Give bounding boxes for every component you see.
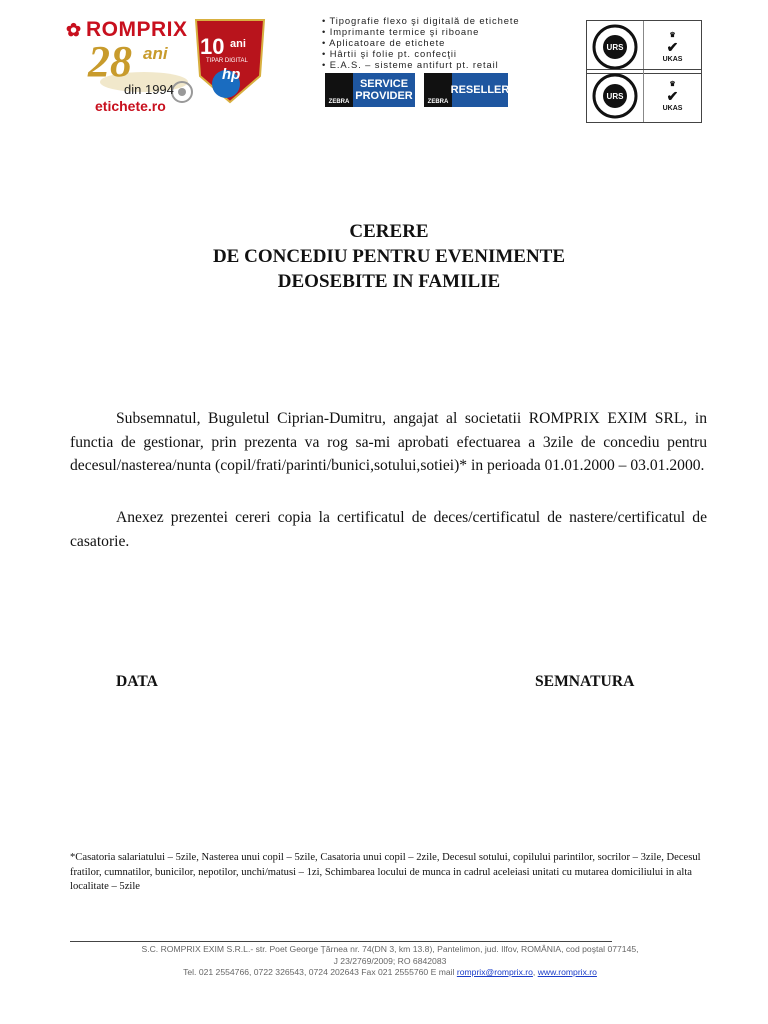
title-line: CERERE	[349, 221, 429, 242]
checkmark-icon: ✔	[666, 88, 679, 104]
urs-seal-icon	[587, 70, 644, 122]
iso-9001-certificate	[586, 20, 702, 74]
services-list	[322, 15, 519, 70]
iso-14001-certificate	[586, 69, 702, 123]
attachment-text: Anexez prezentei cereri copia la certificatul de deces/certificatul de nastere/certificatul de casatorie.	[70, 509, 707, 550]
logo-since: din 1994	[124, 82, 174, 97]
footer-registration: J 23/2769/2009; RO 6842083	[333, 955, 447, 966]
logo-swirl-icon: ✿	[66, 20, 82, 40]
title-line: DE CONCEDIU PENTRU EVENIMENTE	[212, 246, 566, 267]
date-label: DATA	[116, 673, 158, 690]
title-line: DEOSEBITE IN FAMILIE	[277, 271, 501, 292]
seal-text: URS	[606, 92, 624, 101]
badge-word: ani	[230, 38, 246, 50]
badge-subtitle: TIPAR DIGITAL	[206, 58, 248, 64]
badge-number: 10	[200, 34, 225, 59]
logo-website: etichete.ro	[95, 98, 166, 114]
service-item: • Hârtii şi folie pt. confecţii	[322, 48, 519, 59]
checkmark-icon: ✔	[666, 39, 679, 55]
signature-label: SEMNATURA	[535, 673, 635, 690]
badge-label	[353, 73, 415, 107]
request-paragraph	[70, 407, 707, 478]
urs-seal-icon	[587, 21, 644, 73]
email-link[interactable]: romprix@romprix.ro	[456, 967, 533, 977]
crown-icon: ♛	[669, 81, 676, 88]
footer-contact	[70, 967, 710, 979]
ukas-label: UKAS	[662, 56, 683, 63]
zebra-service-provider-badge	[325, 73, 415, 107]
zebra-logo-icon: ZEBRA	[424, 73, 452, 107]
footer-separator: ,	[532, 967, 538, 977]
service-item: • Tipografie flexo şi digitală de etichete	[322, 15, 519, 26]
logo-years-number: 28	[88, 37, 132, 86]
ukas-mark	[644, 70, 701, 122]
footer-phones: Tel. 021 2554766, 0722 326543, 0724 202643 Fax 021 2555760 E mail	[183, 967, 457, 977]
logo-years-word: ani	[143, 44, 168, 63]
footer-address: S.C. ROMPRIX EXIM S.R.L.- str. Poet George Ţărnea nr. 74(DN 3, km 13.8), Pantelimon, jud. Ilfov, ROMÂNIA, cod poştal 077145,	[141, 944, 639, 954]
badge-label-line: PROVIDER	[355, 90, 413, 102]
footnote: *Casatoria salariatului – 5zile, Nasterea unui copil – 5zile, Casatoria unui copil – 2zile, Decesul sotului, copilului parintilor, socrilor – 3zile, Decesul fratilor, cumnatilor, bunicilor, nepotilor, unchi/matusi – 1zi, Schimbarea locului de munca in cadrul aceleiasi unitati cu mutarea domiciliului in alta localitate – 5zile	[70, 852, 701, 892]
ukas-label: UKAS	[662, 105, 683, 112]
logo-brand: ROMPRIX	[86, 18, 188, 41]
service-item: • Aplicatoare de etichete	[322, 37, 519, 48]
website-link[interactable]: www.romprix.ro	[537, 967, 597, 977]
ukas-mark	[644, 21, 701, 73]
document-title	[0, 219, 768, 294]
seal-text: URS	[606, 43, 624, 52]
attachment-paragraph	[70, 506, 707, 553]
badge-label-line: SERVICE	[359, 78, 409, 90]
zebra-reseller-badge	[424, 73, 508, 107]
badge-label: RESELLER	[452, 73, 508, 107]
service-item: • E.A.S. – sisteme antifurt pt. retail	[322, 59, 519, 70]
zebra-logo-icon: ZEBRA	[325, 73, 353, 107]
company-footer	[70, 944, 710, 979]
hp-logo-icon: hp	[222, 66, 241, 83]
footer-divider	[70, 941, 612, 942]
request-text: Subsemnatul, Buguletul Ciprian-Dumitru, angajat al societatii ROMPRIX EXIM SRL, in functia de gestionar, prin prezenta va rog sa-mi aprobati efectuarea a 3zile de concediu pentru decesul/nasterea/nunta (copil/frati/parinti/bunici,sotului,sotiei)* in perioada 01.01.2000 – 03.01.2000.	[70, 410, 707, 474]
crown-icon: ♛	[669, 32, 676, 39]
service-item: • Imprimante termice şi riboane	[322, 26, 519, 37]
